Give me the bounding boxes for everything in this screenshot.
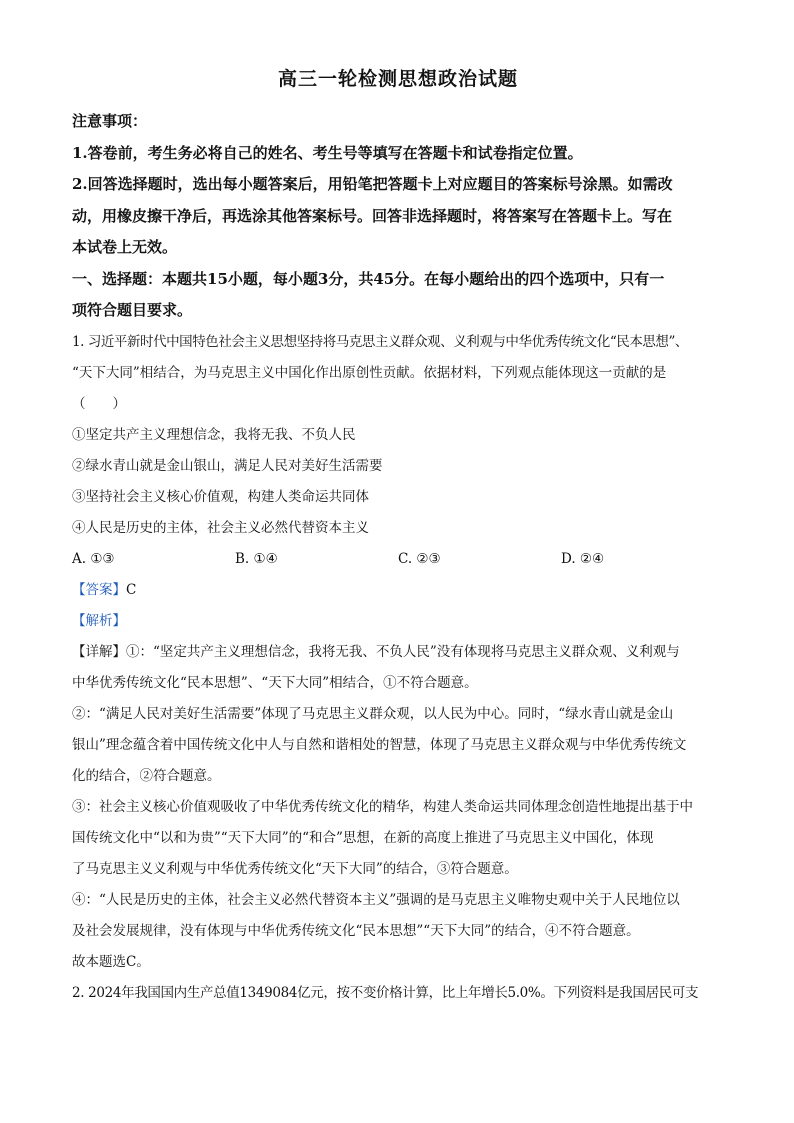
q1-answer-line	[72, 575, 724, 606]
detail-3-line-3: 了马克思主义义利观与中华优秀传统文化“天下大同”的结合，③符合题意。	[72, 860, 518, 877]
q1-detail-line-1	[72, 637, 724, 668]
q1-statement-1: ①坚定共产主义理想信念，我将无我、不负人民	[72, 426, 356, 443]
answer-value: C	[126, 581, 137, 598]
q1-option-b: B. ①④	[235, 550, 278, 567]
section-heading-line-2: 项符合题目要求。	[72, 301, 193, 319]
section-heading	[72, 264, 724, 327]
detail-3-line-1: ③：社会主义核心价值观吸收了中华优秀传统文化的精华，构建人类命运共同体理念创造性地提出基于中	[72, 798, 693, 815]
detail-2-line-3: 化的结合，②符合题意。	[72, 767, 221, 784]
detail-4-line-1: ④：“人民是历史的主体，社会主义必然代替资本主义”强调的是马克思主义唯物史观中关于人民地位以	[72, 891, 680, 908]
notice-section	[72, 106, 724, 264]
detail-2-line-1: ②：“满足人民对美好生活需要”体现了马克思主义群众观，以人民为中心。同时，“绿水青山就是金山	[72, 705, 674, 722]
q1-statement-4: ④人民是历史的主体，社会主义必然代替资本主义	[72, 519, 369, 536]
q1-answer-blank: （ ）	[72, 395, 126, 412]
analysis-tag: 【解析】	[72, 612, 126, 629]
q1-option-d: D. ②④	[561, 550, 605, 567]
detail-1-text-1: ①：“坚定共产主义理想信念，我将无我、不负人民”没有体现将马克思主义群众观、义利观与	[126, 643, 680, 660]
section-heading-line-1: 一、选择题：本题共15小题，每小题3分，共45分。在每小题给出的四个选项中，只有一	[72, 269, 665, 288]
notice-item-1: 1.答卷前，考生务必将自己的姓名、考生号等填写在答题卡和试卷指定位置。	[72, 143, 583, 162]
answer-tag: 【答案】	[72, 581, 126, 598]
page-title: 高三一轮检测思想政治试题	[277, 68, 518, 90]
detail-4-line-2: 及社会发展规律，没有体现与中华优秀传统文化“民本思想”“天下大同”的结合，④不符合题意。	[72, 922, 640, 939]
notice-item-2-line-1: 2.回答选择题时，选出每小题答案后，用铅笔把答题卡上对应题目的答案标号涂黑。如需改	[72, 175, 673, 193]
question-2	[72, 978, 724, 1009]
detail-2-line-2: 银山”理念蕴含着中国传统文化中人与自然和谐相处的智慧，体现了马克思主义群众观与中华优秀传统文	[72, 736, 687, 753]
notice-item-2-line-2: 动，用橡皮擦干净后，再选涂其他答案标号。回答非选择题时，将答案写在答题卡上。写在	[72, 206, 673, 225]
notice-heading: 注意事项：	[72, 112, 148, 130]
q1-stem-line-2: “天下大同”相结合，为马克思主义中国化作出原创性贡献。依据材料，下列观点能体现这一贡献的是	[72, 364, 667, 381]
detail-tag: 【详解】	[72, 643, 126, 660]
detail-3-line-2: 国传统文化中“以和为贵”“天下大同”的“和合”思想，在新的高度上推进了马克思主义中国化，体现	[72, 829, 654, 846]
document-page	[72, 66, 724, 1009]
q1-analysis-line	[72, 606, 724, 637]
notice-item-2-line-3: 本试卷上无效。	[72, 238, 178, 256]
q1-statement-2: ②绿水青山就是金山银山，满足人民对美好生活需要	[72, 457, 383, 474]
q2-stem-line-1: 2. 2024年我国国内生产总值1349084亿元，按不变价格计算，比上年增长5.0%。下列资料是我国居民可支	[72, 984, 699, 1001]
question-1	[72, 327, 724, 978]
q1-statement-3: ③坚持社会主义核心价值观，构建人类命运共同体	[72, 488, 369, 505]
detail-1-line-2: 中华优秀传统文化“民本思想”、“天下大同”相结合，①不符合题意。	[72, 674, 478, 691]
q1-options	[72, 544, 724, 575]
q1-conclusion: 故本题选C。	[72, 953, 150, 970]
q1-stem-line-1: 1. 习近平新时代中国特色社会主义思想坚持将马克思主义群众观、义利观与中华优秀传统文化“民本思想”、	[72, 333, 688, 350]
q1-option-c: C. ②③	[398, 550, 441, 567]
q1-option-a: A. ①③	[72, 550, 115, 567]
